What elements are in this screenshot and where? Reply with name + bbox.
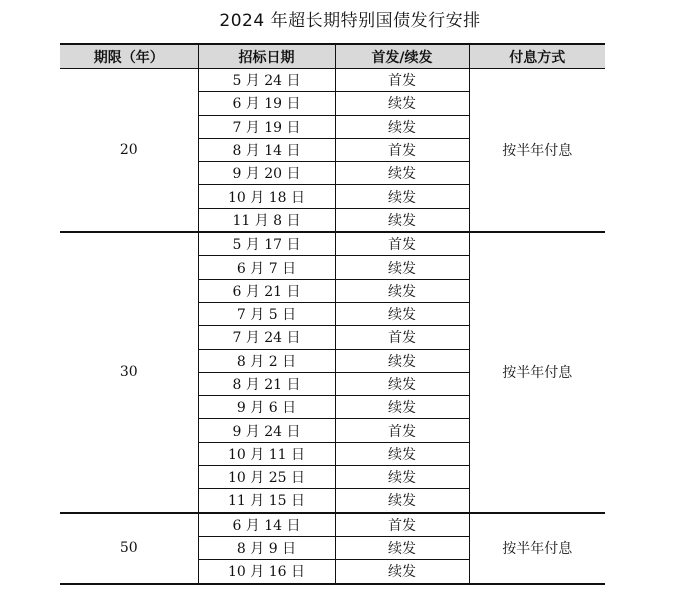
auction-date-cell: 10 月 18 日 xyxy=(198,185,335,208)
table-row xyxy=(60,513,605,537)
issue-type-cell: 首发 xyxy=(335,419,469,442)
auction-date-cell: 6 月 19 日 xyxy=(198,92,335,115)
issue-type-cell: 续发 xyxy=(335,536,469,559)
issue-type-cell: 续发 xyxy=(335,396,469,419)
payment-method-cell: 按半年付息 xyxy=(469,232,605,513)
header-row xyxy=(60,44,605,69)
auction-date-cell: 9 月 6 日 xyxy=(198,396,335,419)
auction-date-cell: 10 月 25 日 xyxy=(198,466,335,489)
issue-type-cell: 续发 xyxy=(335,256,469,279)
issue-type-cell: 续发 xyxy=(335,279,469,302)
term-cell: 20 xyxy=(60,69,198,233)
auction-date-cell: 11 月 15 日 xyxy=(198,489,335,513)
auction-date-cell: 8 月 2 日 xyxy=(198,349,335,372)
issue-type-cell: 续发 xyxy=(335,92,469,115)
issue-type-cell: 续发 xyxy=(335,372,469,395)
issue-type-cell: 续发 xyxy=(335,115,469,138)
auction-date-cell: 5 月 24 日 xyxy=(198,69,335,92)
payment-method-cell: 按半年付息 xyxy=(469,513,605,584)
header-term: 期限（年） xyxy=(60,44,198,69)
auction-date-cell: 7 月 5 日 xyxy=(198,302,335,325)
bond-issuance-table xyxy=(60,43,605,585)
issue-type-cell: 首发 xyxy=(335,138,469,161)
auction-date-cell: 6 月 21 日 xyxy=(198,279,335,302)
issue-type-cell: 首发 xyxy=(335,232,469,256)
issue-type-cell: 续发 xyxy=(335,442,469,465)
header-payment-method: 付息方式 xyxy=(469,44,605,69)
issue-type-cell: 续发 xyxy=(335,185,469,208)
auction-date-cell: 10 月 11 日 xyxy=(198,442,335,465)
issue-type-cell: 续发 xyxy=(335,349,469,372)
issue-type-cell: 续发 xyxy=(335,560,469,584)
table-body xyxy=(60,69,605,584)
table-header xyxy=(60,44,605,69)
header-auction-date: 招标日期 xyxy=(198,44,335,69)
issue-type-cell: 首发 xyxy=(335,513,469,537)
auction-date-cell: 6 月 7 日 xyxy=(198,256,335,279)
auction-date-cell: 10 月 16 日 xyxy=(198,560,335,584)
issue-type-cell: 续发 xyxy=(335,208,469,232)
auction-date-cell: 11 月 8 日 xyxy=(198,208,335,232)
header-issue-type: 首发/续发 xyxy=(335,44,469,69)
issue-type-cell: 续发 xyxy=(335,162,469,185)
auction-date-cell: 8 月 14 日 xyxy=(198,138,335,161)
issue-type-cell: 首发 xyxy=(335,69,469,92)
auction-date-cell: 9 月 24 日 xyxy=(198,419,335,442)
auction-date-cell: 5 月 17 日 xyxy=(198,232,335,256)
auction-date-cell: 6 月 14 日 xyxy=(198,513,335,537)
issue-type-cell: 续发 xyxy=(335,302,469,325)
auction-date-cell: 8 月 21 日 xyxy=(198,372,335,395)
issue-type-cell: 首发 xyxy=(335,326,469,349)
issue-type-cell: 续发 xyxy=(335,466,469,489)
auction-date-cell: 9 月 20 日 xyxy=(198,162,335,185)
auction-date-cell: 7 月 19 日 xyxy=(198,115,335,138)
table-row xyxy=(60,232,605,256)
issue-type-cell: 续发 xyxy=(335,489,469,513)
auction-date-cell: 8 月 9 日 xyxy=(198,536,335,559)
auction-date-cell: 7 月 24 日 xyxy=(198,326,335,349)
payment-method-cell: 按半年付息 xyxy=(469,69,605,233)
term-cell: 50 xyxy=(60,513,198,584)
term-cell: 30 xyxy=(60,232,198,513)
table-row xyxy=(60,69,605,92)
page-title: 2024 年超长期特别国债发行安排 xyxy=(219,11,481,31)
